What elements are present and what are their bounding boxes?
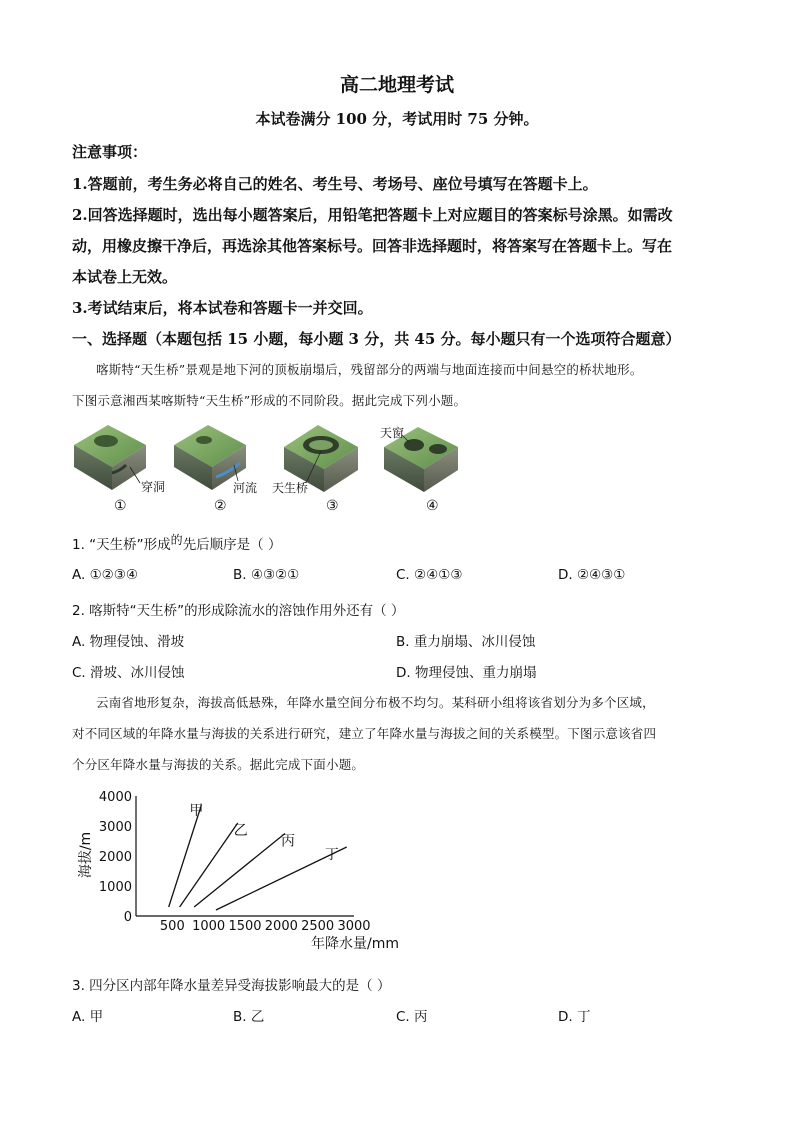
question-2-stem: 2. 喀斯特“天生桥”的形成除流水的溶蚀作用外还有（ ） <box>72 603 405 619</box>
question-2-option-a: A. 物理侵蚀、滑坡 <box>72 634 185 650</box>
passage-2-line-1: 云南省地形复杂，海拔高低悬殊，年降水量空间分布极不均匀。某科研小组将该省划分为多个区域， <box>96 695 655 710</box>
chart-series-lines <box>169 805 347 910</box>
notes-item-2-line-3: 本试卷上无效。 <box>72 268 178 286</box>
question-2-option-b: B. 重力崩塌、冰川侵蚀 <box>396 634 536 650</box>
passage-1-line-2: 下图示意湘西某喀斯特“天生桥”形成的不同阶段。据此完成下列小题。 <box>72 393 467 408</box>
chart-y-tick-label: 4000 <box>98 790 132 805</box>
question-3-stem: 3. 四分区内部年降水量差异受海拔影响最大的是（ ） <box>72 978 391 994</box>
chart-y-tick-label: 0 <box>123 910 132 925</box>
question-2-option-c: C. 滑坡、冰川侵蚀 <box>72 665 185 681</box>
chart-series-label-4: 丁 <box>324 847 339 863</box>
question-3-option-a: A. 甲 <box>72 1009 104 1025</box>
passage-1-line-1: 喀斯特“天生桥”景观是地下河的顶板崩塌后，残留部分的两端与地面连接而中间悬空的桥状地形。 <box>96 362 643 377</box>
question-1-stem <box>72 533 281 553</box>
question-1-stem-de: 的 <box>170 533 183 547</box>
label-bridge: 天生桥 <box>272 481 309 495</box>
notes-item-1: 1.答题前，考生务必将自己的姓名、考生号、考场号、座位号填写在答题卡上。 <box>72 175 598 193</box>
question-3-option-d: D. 丁 <box>558 1009 591 1025</box>
chart-series-line-2 <box>180 823 238 907</box>
chart-x-axis-label: 年降水量/mm <box>311 936 399 952</box>
chart-y-tick-label: 2000 <box>98 850 132 865</box>
question-1-option-d: D. ②④③① <box>558 567 626 583</box>
exam-subtitle: 本试卷满分 100 分，考试用时 75 分钟。 <box>255 110 539 128</box>
chart-y-axis-label: 海拔/m <box>78 831 94 879</box>
question-2-option-d: D. 物理侵蚀、重力崩塌 <box>396 665 537 681</box>
passage-2-line-2: 对不同区域的年降水量与海拔的关系进行研究，建立了年降水量与海拔之间的关系模型。下图示意该省四 <box>72 726 657 741</box>
question-1-stem-part-a: 1. “天生桥”形成 <box>72 537 171 553</box>
precipitation-altitude-chart <box>70 785 399 955</box>
question-3-option-c: C. 丙 <box>396 1009 428 1025</box>
stage-1-block <box>74 425 146 490</box>
stage-4-number: ④ <box>426 498 439 514</box>
chart-axes <box>136 796 354 916</box>
chart-series-line-3 <box>194 834 285 908</box>
chart-series-labels <box>189 803 338 863</box>
label-cave: 穿洞 <box>141 480 166 494</box>
stage-2-number: ② <box>214 498 227 514</box>
stage-1-number: ① <box>114 498 127 514</box>
chart-y-tick-label: 1000 <box>98 880 132 895</box>
question-3-option-b: B. 乙 <box>233 1009 265 1025</box>
stage-3-number: ③ <box>326 498 339 514</box>
notes-item-2-line-2: 动，用橡皮擦干净后，再选涂其他答案标号。回答非选择题时，将答案写在答题卡上。写在 <box>72 237 673 255</box>
exam-title: 高二地理考试 <box>339 74 454 96</box>
chart-series-label-1: 甲 <box>189 803 204 819</box>
question-1-option-a: A. ①②③④ <box>72 567 138 583</box>
question-1-option-b: B. ④③②① <box>233 567 300 583</box>
chart-series-line-1 <box>169 805 202 907</box>
chart-x-tick-label: 2000 <box>264 919 298 934</box>
notes-heading: 注意事项： <box>72 143 148 161</box>
chart-series-label-2: 乙 <box>233 823 248 839</box>
label-river: 河流 <box>233 481 258 495</box>
question-1-option-c: C. ②④①③ <box>396 567 463 583</box>
notes-item-2-line-1: 2.回答选择题时，选出每小题答案后，用铅笔把答题卡上对应题目的答案标号涂黑。如需改 <box>72 206 673 224</box>
chart-x-tick-label: 1500 <box>228 919 262 934</box>
chart-series-label-3: 丙 <box>280 833 295 850</box>
chart-x-tick-label: 2500 <box>301 919 335 934</box>
chart-x-tick-label: 3000 <box>337 919 371 934</box>
chart-x-tick-label: 500 <box>159 919 185 934</box>
notes-item-3: 3.考试结束后，将本试卷和答题卡一并交回。 <box>72 299 373 317</box>
chart-y-tick-label: 3000 <box>98 820 132 835</box>
section-1-heading: 一、选择题（本题包括 15 小题，每小题 3 分，共 45 分。每小题只有一个选项符合题意） <box>72 330 681 348</box>
chart-x-tick-label: 1000 <box>192 919 226 934</box>
label-skylight: 天窗 <box>380 426 405 440</box>
passage-2-line-3: 个分区年降水量与海拔的关系。据此完成下面小题。 <box>72 757 365 772</box>
question-1-stem-part-b: 先后顺序是（ ） <box>182 537 282 553</box>
